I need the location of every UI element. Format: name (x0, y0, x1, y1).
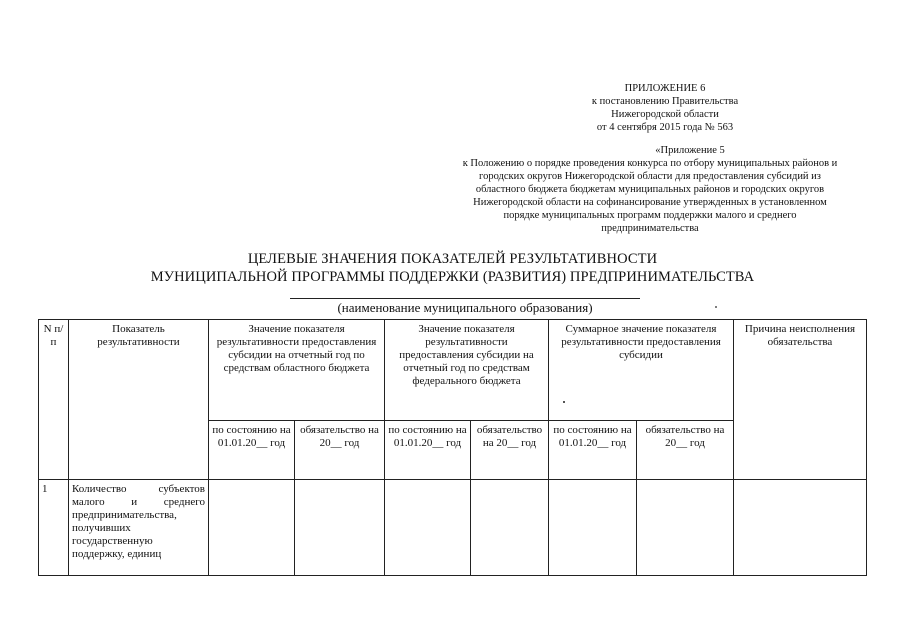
subheader-regional-state: по состоянию на 01.01.20__ год (209, 421, 295, 480)
header-federal-budget: Значение показателя результативности предоставления субсидии на отчетный год по средствам федерального бюджета (385, 320, 549, 421)
scan-speck (715, 306, 717, 308)
header-total: Суммарное значение показателя результативности предоставления субсидии (549, 320, 734, 421)
cell-reason (734, 480, 867, 576)
approval-line-1: ПРИЛОЖЕНИЕ 6 (624, 83, 706, 94)
title-line-2: МУНИЦИПАЛЬНОЙ ПРОГРАММЫ ПОДДЕРЖКИ (РАЗВИТИЯ) ПРЕДПРИНИМАТЕЛЬСТВА (150, 269, 755, 285)
table-header-row (39, 320, 867, 421)
indicators-table (38, 319, 867, 576)
row-num: 1 (39, 480, 69, 576)
approval-block (520, 82, 810, 134)
appendix-line-2: к Положению о порядке проведения конкурса по отбору муниципальных районов и (462, 158, 838, 169)
header-reason: Причина неисполнения обязательства (734, 320, 867, 480)
header-indicator: Показатель результативности (69, 320, 209, 480)
scan-speck-2 (563, 401, 565, 403)
cell-federal-state (385, 480, 471, 576)
cell-total-obligation (637, 480, 734, 576)
document-title (0, 250, 905, 286)
title-line-1: ЦЕЛЕВЫЕ ЗНАЧЕНИЯ ПОКАЗАТЕЛЕЙ РЕЗУЛЬТАТИВНОСТИ (247, 251, 658, 267)
subheader-federal-obligation: обязательство на 20__ год (471, 421, 549, 480)
appendix-line-4: областного бюджета бюджетам муниципальных районов и городских округов (475, 184, 825, 195)
appendix-line-6: порядке муниципальных программ поддержки малого и среднего (503, 210, 797, 221)
appendix-line-7: предпринимательства (601, 223, 699, 234)
subheader-federal-state: по состоянию на 01.01.20__ год (385, 421, 471, 480)
header-regional-budget: Значение показателя результативности предоставления субсидии на отчетный год по средствам областного бюджета (209, 320, 385, 421)
cell-regional-state (209, 480, 295, 576)
approval-line-2: к постановлению Правительства (591, 96, 739, 107)
subheader-total-obligation: обязательство на 20__ год (637, 421, 734, 480)
appendix-block (420, 144, 880, 235)
table-row (39, 480, 867, 576)
row-indicator: Количество субъектов малого и среднего предпринимательства, получивших государственную поддержку, единиц (69, 480, 209, 576)
header-num: N п/п (39, 320, 69, 480)
appendix-line-3: городских округов Нижегородской области для предоставления субсидий из (479, 171, 821, 182)
subheader-regional-obligation: обязательство на 20__ год (295, 421, 385, 480)
cell-regional-obligation (295, 480, 385, 576)
municipality-caption: (наименование муниципального образования) (290, 298, 640, 316)
appendix-line-5: Нижегородской области на софинансирование утвержденных в установленном (473, 197, 827, 208)
cell-federal-obligation (471, 480, 549, 576)
approval-line-3: Нижегородской области (611, 109, 719, 120)
subheader-total-state: по состоянию на 01.01.20__ год (549, 421, 637, 480)
approval-line-4: от 4 сентября 2015 года № 563 (596, 122, 734, 133)
cell-total-state (549, 480, 637, 576)
appendix-line-1: «Приложение 5 (655, 145, 725, 156)
